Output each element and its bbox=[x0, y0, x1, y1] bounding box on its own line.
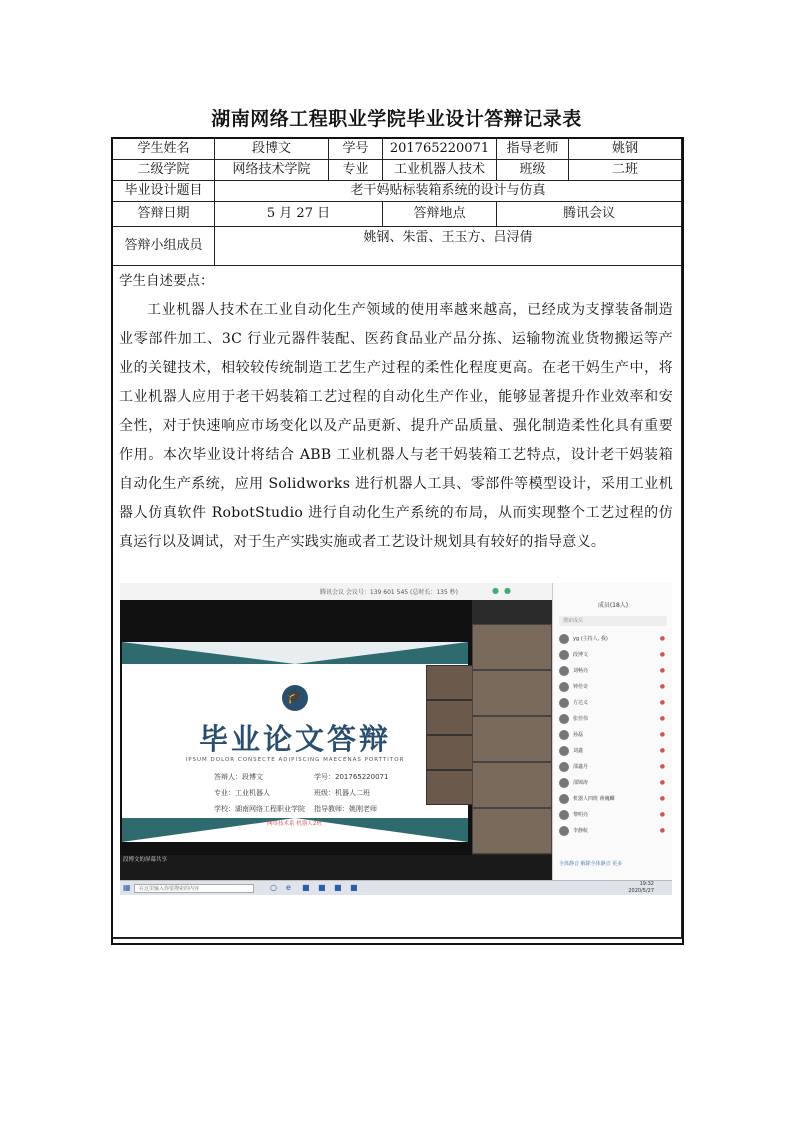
avatar bbox=[559, 778, 569, 788]
student-id: 201765220071 bbox=[383, 139, 497, 160]
member-search-input[interactable]: 搜索成员 bbox=[559, 616, 667, 626]
meeting-info: 腾讯会议 会议号：139 601 545 (总时长：135 秒) bbox=[320, 589, 459, 596]
windows-start-icon[interactable]: ▦ bbox=[123, 883, 131, 892]
member-name: 刘畅亮 bbox=[573, 668, 589, 674]
topic: 老干妈贴标装箱系统的设计与仿真 bbox=[215, 181, 682, 202]
college: 网络技术学院 bbox=[215, 160, 329, 181]
taskbar-clock bbox=[628, 881, 654, 895]
member-name: 机器人四班 蒋巍麟 bbox=[573, 796, 615, 802]
mic-icon: ● bbox=[659, 779, 665, 786]
college-label: 二级学院 bbox=[113, 160, 215, 181]
slide-footer: 网络技术系 机器人2班 bbox=[267, 821, 322, 827]
slide-teacher: 指导教师：姚刚老师 bbox=[314, 805, 377, 813]
member-name: 段博文 bbox=[573, 652, 589, 658]
place-label: 答辩地点 bbox=[383, 202, 497, 227]
avatar bbox=[559, 762, 569, 772]
video-tile bbox=[426, 700, 474, 735]
mic-icon: ● bbox=[659, 683, 665, 690]
avatar bbox=[559, 634, 569, 644]
video-tile bbox=[472, 808, 552, 854]
share-caption: 段博文的屏幕共享 bbox=[123, 857, 168, 863]
camera-icon: ● bbox=[504, 586, 511, 595]
member-name: 张佳伟 bbox=[573, 716, 589, 722]
member-name: 邵鑫丹 bbox=[573, 764, 589, 770]
slide-class: 班级：机器人二班 bbox=[314, 789, 370, 797]
member-item[interactable] bbox=[559, 680, 667, 694]
video-tile bbox=[472, 716, 552, 762]
app-icon[interactable]: ■ bbox=[318, 883, 326, 892]
panel-label: 答辩小组成员 bbox=[113, 227, 215, 266]
edge-icon[interactable]: e bbox=[286, 883, 291, 892]
slide-top-band-cut bbox=[122, 642, 468, 664]
member-name: 钟佳奇 bbox=[573, 684, 589, 690]
member-item[interactable] bbox=[559, 728, 667, 742]
student-name-label: 学生姓名 bbox=[113, 139, 215, 160]
member-item[interactable] bbox=[559, 712, 667, 726]
defense-slide bbox=[122, 642, 468, 842]
video-tile bbox=[426, 665, 474, 700]
video-column bbox=[472, 600, 552, 855]
slide-title: 毕业论文答辩 bbox=[198, 722, 391, 756]
avatar bbox=[559, 650, 569, 660]
place: 腾讯会议 bbox=[497, 202, 682, 227]
member-name: 李静航 bbox=[573, 828, 589, 834]
student-id-label: 学号 bbox=[329, 139, 383, 160]
major: 工业机器人技术 bbox=[383, 160, 497, 181]
graduation-cap-icon: 🎓 bbox=[282, 685, 308, 711]
member-item[interactable] bbox=[559, 696, 667, 710]
class-label: 班级 bbox=[497, 160, 569, 181]
panel-buttons[interactable]: 全体静音 解除全体静音 更多 bbox=[559, 861, 623, 867]
member-item[interactable] bbox=[559, 760, 667, 774]
student-name: 段博文 bbox=[215, 139, 329, 160]
member-name: yg (主持人, 我) bbox=[573, 636, 608, 642]
clock-time: 19:32 bbox=[639, 881, 654, 887]
class: 二班 bbox=[569, 160, 682, 181]
windows-taskbar bbox=[120, 880, 672, 895]
slide-student-id: 学号：201765220071 bbox=[314, 773, 389, 781]
avatar bbox=[559, 826, 569, 836]
mic-icon: ● bbox=[659, 763, 665, 770]
member-item[interactable] bbox=[559, 648, 667, 662]
video-tile bbox=[426, 735, 474, 770]
clock-date: 2020/5/27 bbox=[628, 888, 654, 894]
statement-heading: 学生自述要点： bbox=[119, 273, 214, 289]
avatar bbox=[559, 794, 569, 804]
app-icon[interactable]: ■ bbox=[334, 883, 342, 892]
member-name: 黎明亮 bbox=[573, 812, 589, 818]
advisor: 姚钢 bbox=[569, 139, 682, 160]
member-name: 邵锦涛 bbox=[573, 780, 589, 786]
avatar bbox=[559, 746, 569, 756]
video-tile bbox=[472, 762, 552, 808]
date: 5 月 27 日 bbox=[215, 202, 383, 227]
member-name: 方达义 bbox=[573, 700, 589, 706]
taskbar-search-input[interactable]: 在这里输入你要搜索的内容 bbox=[134, 884, 254, 893]
advisor-label: 指导老师 bbox=[497, 139, 569, 160]
mic-icon: ● bbox=[659, 699, 665, 706]
video-tile bbox=[472, 670, 552, 716]
mic-icon: ● bbox=[659, 827, 665, 834]
member-name: 刘鑫 bbox=[573, 748, 584, 754]
task-view-icon[interactable]: ○ bbox=[270, 883, 277, 892]
slide-subtitle: IPSUM DOLOR CONSECTE ADIPISCING MAECENAS PORTTITOR bbox=[185, 757, 405, 763]
member-item[interactable] bbox=[559, 824, 667, 838]
mic-icon: ● bbox=[659, 667, 665, 674]
mic-icon: ● bbox=[659, 715, 665, 722]
avatar bbox=[559, 810, 569, 820]
mic-icon: ● bbox=[659, 651, 665, 658]
page-title: 湖南网络工程职业学院毕业设计答辩记录表 bbox=[211, 108, 582, 130]
avatar bbox=[559, 698, 569, 708]
member-name: 孙磊 bbox=[573, 732, 584, 738]
major-label: 专业 bbox=[329, 160, 383, 181]
mic-icon: ● bbox=[659, 795, 665, 802]
screen-share-area bbox=[120, 600, 472, 855]
meeting-screenshot bbox=[120, 583, 672, 895]
video-tile bbox=[472, 624, 552, 670]
panel-members: 姚钢、朱雷、王玉方、吕浔倩 bbox=[215, 227, 682, 266]
statement-paragraph: 工业机器人技术在工业自动化生产领域的使用率越来越高，已经成为支撑装备制造业零部件加工、3C 行业元器件装配、医药食品业产品分拣、运输物流业货物搬运等产业的关键技术，相较较传统制造工艺生产过程的柔性化程度更高。在老干妈生产中，将工业机器人应用于老干妈装箱工艺过程的自动化生产作业，能够显著提升作业效率和安全性，对于快速响应市场变化以及产品更新、提升产品质量、强化制造柔性化具有重要作用。本次毕业设计将结合 ABB 工业机器人与老干妈装箱工艺特点，设计老干妈装箱自动化生产系统，应用 Solidworks 进行机器人工具、零部件等模型设计，采用工业机器人仿真软件 RobotStudio 进行自动化生产系统的布局，从而实现整个工艺过程的仿真运行以及调试，对于生产实践实施或者工艺设计规划具有较好的指导意义。 bbox=[119, 302, 673, 550]
app-icon[interactable]: ■ bbox=[350, 883, 358, 892]
mic-icon: ● bbox=[492, 586, 499, 595]
mic-icon: ● bbox=[659, 811, 665, 818]
slide-school: 学校：湖南网络工程职业学院 bbox=[214, 805, 305, 813]
members-panel bbox=[552, 583, 672, 880]
topic-label: 毕业设计题目 bbox=[113, 181, 215, 202]
members-title: 成员(18人) bbox=[597, 602, 629, 609]
avatar bbox=[559, 682, 569, 692]
folder-icon[interactable]: ■ bbox=[302, 883, 310, 892]
avatar bbox=[559, 714, 569, 724]
video-tile bbox=[426, 770, 474, 805]
member-item[interactable] bbox=[559, 632, 667, 646]
slide-respondent: 答辩人：段博文 bbox=[214, 773, 263, 781]
mic-icon: ● bbox=[659, 731, 665, 738]
date-label: 答辩日期 bbox=[113, 202, 215, 227]
member-item[interactable] bbox=[559, 664, 667, 678]
slide-major: 专业：工业机器人 bbox=[214, 789, 270, 797]
mic-icon: ● bbox=[659, 747, 665, 754]
member-item[interactable] bbox=[559, 776, 667, 790]
member-item[interactable] bbox=[559, 744, 667, 758]
mic-icon: ● bbox=[659, 635, 665, 642]
avatar bbox=[559, 730, 569, 740]
member-item[interactable] bbox=[559, 792, 667, 806]
avatar bbox=[559, 666, 569, 676]
small-video-strip bbox=[426, 665, 472, 807]
member-item[interactable] bbox=[559, 808, 667, 822]
